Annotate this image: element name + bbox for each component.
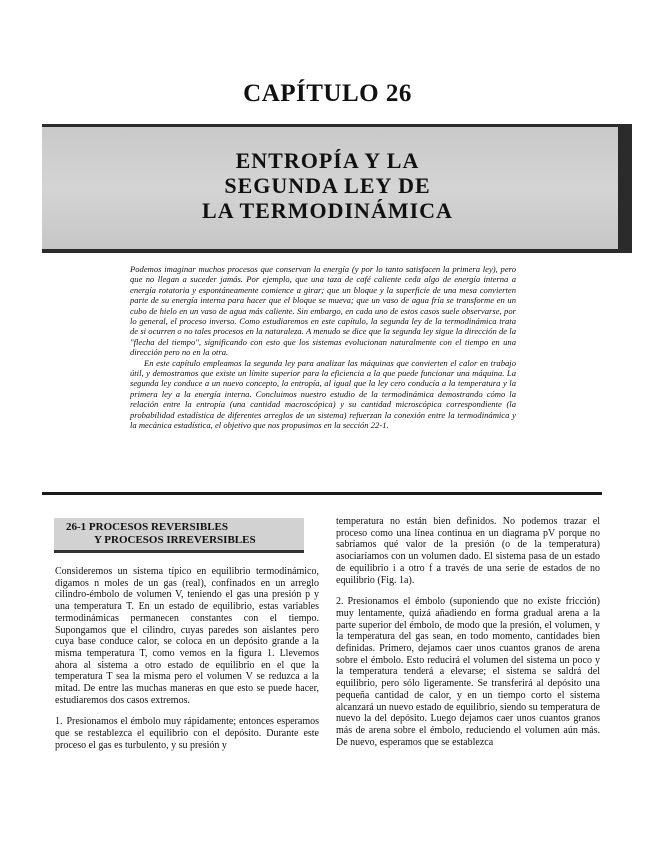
section-heading-line2: Y PROCESOS IRREVERSIBLES bbox=[94, 534, 256, 546]
numbered-paragraph-text: Presionamos el émbolo (suponiendo que no existe fricción) muy lentamente, quizá añadiendo en forma gradual arena a la parte superior del émbolo, de modo que la presión, el volumen, y la temperatura del gas sean, en todo momento, cantidades bien definidas. Primero, dejamos caer unos cuantos granos de arena sobre el émbolo. Esto reducirá el volumen del sistema un poco y la temperatura tenderá a elevarse; el sistema se saldrá del equilibrio, pero sólo ligeramente. Se transferirá al depósito una pequeña cantidad de calor, y en un tiempo corto el sistema alcanzará un nuevo estado de equilibrio, siendo su temperatura de nuevo la del depósito. Luego dejamos caer unos cuantos granos más de arena sobre el émbolo, reduciendo el volumen aún más. De nuevo, esperamos que se establezca bbox=[336, 596, 600, 748]
numbered-paragraph bbox=[336, 596, 600, 748]
chapter-introduction bbox=[130, 264, 516, 431]
numbered-paragraph bbox=[55, 716, 319, 751]
chapter-label: CAPÍTULO 26 bbox=[243, 80, 412, 107]
section-divider bbox=[42, 492, 602, 495]
item-number: 2. bbox=[336, 596, 344, 608]
chapter-title bbox=[0, 148, 655, 223]
section-heading bbox=[66, 521, 302, 547]
chapter-title-line: LA TERMODINÁMICA bbox=[202, 198, 453, 223]
body-paragraph: Consideremos un sistema típico en equilibrio termodinámico, digamos n moles de un gas (real), confinados en un arreglo cilindro-émbolo de volumen V, teniendo el gas una presión p y una temperatura T. En un estado de equilibrio, estas variables termodinámicas permanecen constantes con el tiempo. Supongamos que el cilindro, cuyas paredes son aislantes pero cuya base conduce calor, se coloca en un depósito grande a la misma temperatura T, como vemos en la figura 1. Llevemos ahora al sistema a otro estado de equilibrio en el que la temperatura T sea la misma pero el volumen V se reduzca a la mitad. De entre las muchas maneras en que esto se puede hacer, estudiaremos dos casos extremos. bbox=[55, 566, 319, 706]
title-band-bottom-rule bbox=[42, 249, 632, 253]
right-column bbox=[336, 516, 600, 758]
numbered-paragraph-text: Presionamos el émbolo muy rápidamente; entonces esperamos que se restablezca el equilibrio con el depósito. Durante este proceso el gas es turbulento, y su presión y bbox=[55, 716, 319, 751]
chapter-title-line: SEGUNDA LEY DE bbox=[224, 173, 431, 198]
item-number: 1. bbox=[55, 716, 63, 728]
section-heading-line1: 26-1 PROCESOS REVERSIBLES bbox=[66, 521, 228, 533]
body-paragraph: temperatura no están bien definidos. No podemos trazar el proceso como una línea continua en un diagrama pV porque no sabríamos qué valor de la presión (o de la temperatura) asociaríamos con un volumen dado. El sistema pasa de un estado de equilibrio i a otro f a través de una serie de estados de no equilibrio (Fig. 1a). bbox=[336, 516, 600, 586]
chapter-title-line: ENTROPÍA Y LA bbox=[235, 148, 420, 173]
left-column bbox=[55, 566, 319, 762]
intro-paragraph: En este capítulo empleamos la segunda ley para analizar las máquinas que convierten el calor en trabajo útil, y demostramos que existe un límite superior para la eficiencia a la que puede funcionar una máquina. La segunda ley conduce a un nuevo concepto, la entropía, al igual que la ley cero conducía a la temperatura y la primera ley a la energía interna. Concluimos nuestro estudio de la termodinámica demostrando cómo la relación entre la entropía (una cantidad macroscópica) y su cantidad microscópica correspondiente (la probabilidad estadística de diferentes arreglos de un sistema) refuerzan la conexión entre la termodinámica y la mecánica estadística, el objetivo que nos propusimos en la sección 22-1. bbox=[130, 357, 516, 431]
intro-paragraph: Podemos imaginar muchos procesos que conservan la energía (y por lo tanto satisfacen la primera ley), pero que no llegan a suceder jamás. Por ejemplo, que una taza de café caliente ceda algo de energía interna a energía rotatoria y espontáneamente comience a girar; que un bloque y la superficie de una mesa convierten parte de su energía interna para hacer que el bloque se mueva; que un vaso de agua fría se transforme en un cubo de hielo en un vaso de agua más caliente. Sin embargo, en cada uno de estos casos suele observarse, por lo general, el proceso inverso. Como estudiaremos en este capítulo, la segunda ley de la termodinámica trata de si ocurren o no tales procesos en la naturaleza. A menudo se dice que la segunda ley sigue la dirección de la "flecha del tiempo", significando con esto que los sistemas evolucionan naturalmente con el tiempo en una dirección pero no en la otra. bbox=[130, 264, 516, 358]
